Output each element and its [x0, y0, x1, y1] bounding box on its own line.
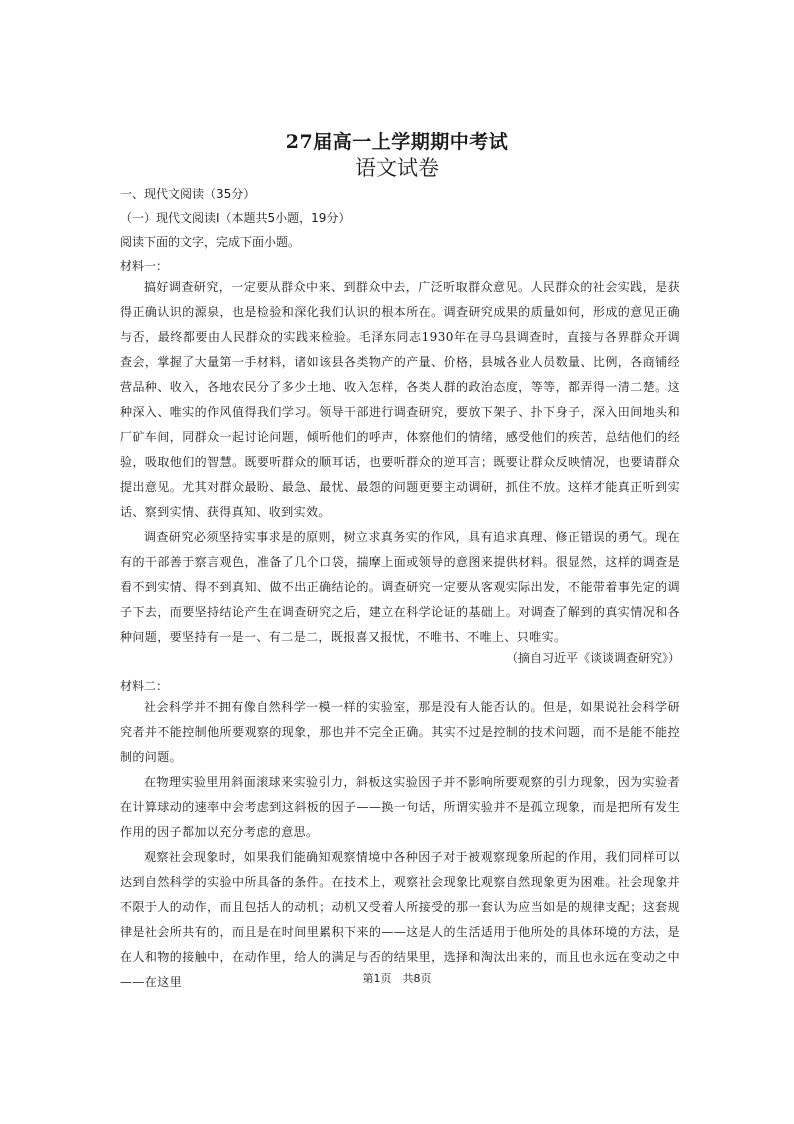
- material1-paragraph-1: 搞好调查研究，一定要从群众中来、到群众中去，广泛听取群众意见。人民群众的社会实践，是获得正确认识的源泉，也是检验和深化我们认识的根本所在。调查研究成果的质量如何，形成的意见正确与否，最终都要由人民群众的实践来检验。毛泽东同志1930年在寻乌县调查时，直接与各界群众开调查会，掌握了大量第一手材料，诸如该县各类物产的产量、价格，县城各业人员数量、比例，各商铺经营品种、收入，各地农民分了多少土地、收入怎样，各类人群的政治态度，等等，都弄得一清二楚。这种深入、唯实的作风值得我们学习。领导干部进行调查研究，要放下架子、扑下身子，深入田间地头和厂矿车间，同群众一起讨论问题，倾听他们的呼声，体察他们的情绪，感受他们的疾苦，总结他们的经验，吸取他们的智慧。既要听群众的顺耳话，也要听群众的逆耳言；既要让群众反映情况，也要请群众提出意见。尤其对群众最盼、最急、最忧、最怨的问题更要主动调研，抓住不放。这样才能真正听到实话、察到实情、获得真知、收到实效。: [120, 280, 680, 519]
- material2-label: 材料二：: [120, 679, 169, 693]
- material1-body: [120, 275, 680, 650]
- reading-instruction: 阅读下面的文字，完成下面小题。: [120, 235, 301, 249]
- exam-subtitle: 语文试卷: [355, 156, 439, 180]
- material1-source: （摘自习近平《谈谈调查研究》）: [505, 651, 680, 665]
- material2-paragraph-3: 观察社会现象时，如果我们能确知观察情境中各种因子对于被观察现象所起的作用，我们同样可以达到自然科学的实验中所具备的条件。在技术上，观察社会现象比观察自然现象更为困难。社会现象并不限于人的动作，而且包括人的动机；动机又受着人所接受的那一套认为应当如是的规律支配；这套规律是社会所共有的，而且是在时间里累积下来的——这是人的生活适用于他所处的具体环境的方法，是在人和物的接触中，在动作里，给人的满足与否的结果里，选择和淘汰出来的，而且也永远在变动之中——在这里: [120, 850, 680, 989]
- material1-paragraph-2: 调查研究必须坚持实事求是的原则，树立求真务实的作风，具有追求真理、修正错误的勇气。现在有的干部善于察言观色，准备了几个口袋，揣摩上面或领导的意图来提供材料。很显然，这样的调查是看不到实情、得不到真知、做不出正确结论的。调查研究一定要从客观实际出发，不能带着事先定的调子下去，而要坚持结论产生在调查研究之后，建立在科学论证的基础上。对调查了解到的真实情况和各种问题，要坚持有一是一、有二是二，既报喜又报忧，不唯书、不唯上、只唯实。: [120, 530, 680, 644]
- page-number-footer: 第1页 共8页: [362, 972, 432, 985]
- section-heading: 一、现代文阅读（35分）: [120, 187, 256, 201]
- material1-label: 材料一：: [120, 259, 169, 273]
- sub-section-heading: （一）现代文阅读Ⅰ（本题共5小题，19分）: [120, 211, 351, 225]
- material2-paragraph-2: 在物理实验里用斜面滚球来实验引力，斜板这实验因子并不影响所要观察的引力现象，因为实验者在计算球动的速率中会考虑到这斜板的因子——换一句话，所谓实验并不是孤立现象，而是把所有发生作用的因子都加以充分考虑的意思。: [120, 775, 680, 839]
- material2-body: [120, 695, 680, 995]
- exam-title: 27届高一上学期期中考试: [285, 131, 509, 153]
- material2-paragraph-1: 社会科学并不拥有像自然科学一模一样的实验室，那是没有人能否认的。但是，如果说社会科学研究者并不能控制他所要观察的现象，那也并不完全正确。其实不过是控制的技术问题，而不是能不能控制的问题。: [120, 700, 680, 764]
